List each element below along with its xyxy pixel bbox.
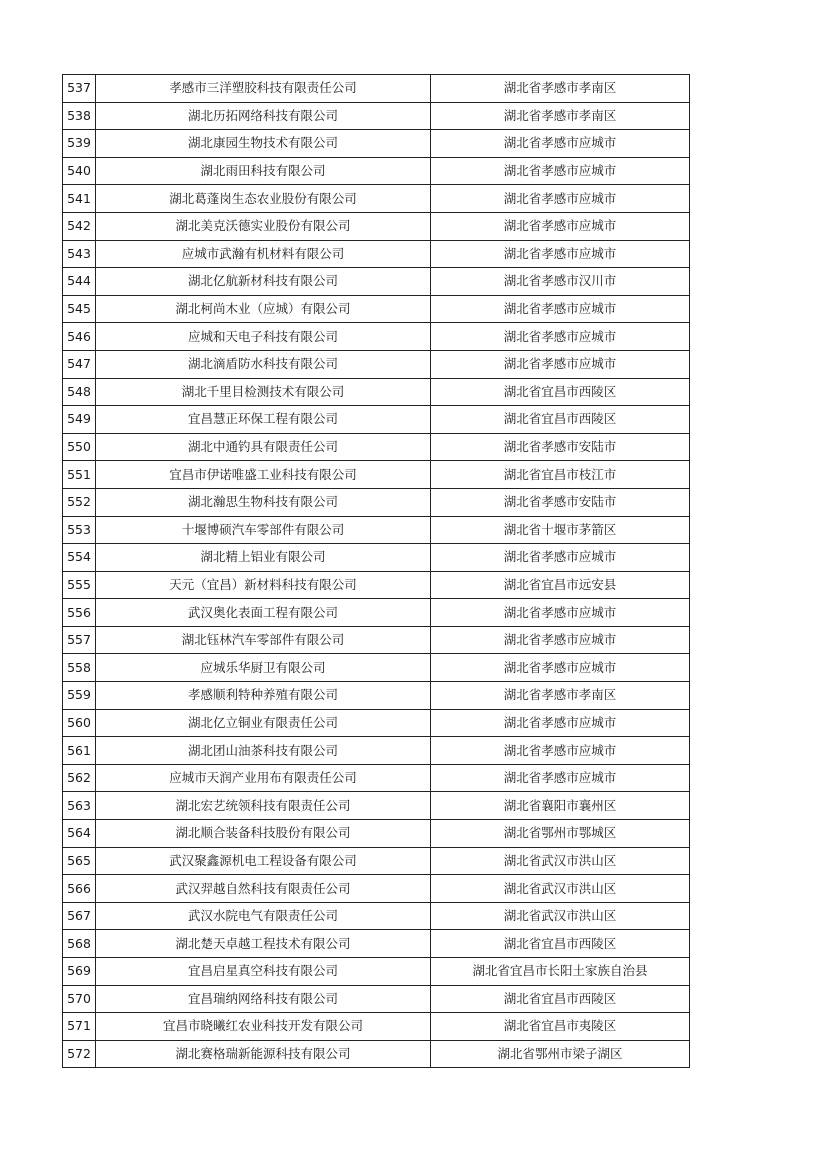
region-name: 湖北省十堰市茅箭区 [431,516,690,544]
company-name: 湖北亿航新材科技有限公司 [96,268,431,296]
row-number: 556 [63,599,96,627]
row-number: 539 [63,130,96,158]
row-number: 540 [63,157,96,185]
region-name: 湖北省孝感市应城市 [431,737,690,765]
company-name: 湖北柯尚木业（应城）有限公司 [96,295,431,323]
row-number: 538 [63,102,96,130]
region-name: 湖北省武汉市洪山区 [431,875,690,903]
company-name: 湖北康园生物技术有限公司 [96,130,431,158]
row-number: 542 [63,212,96,240]
table-row [63,75,690,103]
row-number: 545 [63,295,96,323]
row-number: 568 [63,930,96,958]
row-number: 544 [63,268,96,296]
region-name: 湖北省孝感市孝南区 [431,682,690,710]
company-name: 武汉羿越自然科技有限责任公司 [96,875,431,903]
company-name: 湖北雨田科技有限公司 [96,157,431,185]
table-row [63,985,690,1013]
table-row [63,406,690,434]
row-number: 537 [63,75,96,103]
table-row [63,902,690,930]
table-row [63,737,690,765]
company-name: 湖北瀚思生物科技有限公司 [96,488,431,516]
row-number: 543 [63,240,96,268]
company-name: 湖北钰林汽车零部件有限公司 [96,626,431,654]
row-number: 554 [63,544,96,572]
row-number: 564 [63,820,96,848]
row-number: 557 [63,626,96,654]
table-row [63,461,690,489]
region-name: 湖北省宜昌市西陵区 [431,930,690,958]
region-name: 湖北省孝感市应城市 [431,764,690,792]
row-number: 562 [63,764,96,792]
row-number: 560 [63,709,96,737]
company-name: 湖北精上铝业有限公司 [96,544,431,572]
company-name: 武汉水院电气有限责任公司 [96,902,431,930]
company-name: 宜昌市晓曦红农业科技开发有限公司 [96,1013,431,1041]
table-row [63,102,690,130]
company-name: 宜昌慧正环保工程有限公司 [96,406,431,434]
region-name: 湖北省孝感市应城市 [431,544,690,572]
region-name: 湖北省孝感市应城市 [431,295,690,323]
region-name: 湖北省宜昌市西陵区 [431,378,690,406]
region-name: 湖北省鄂州市鄂城区 [431,820,690,848]
row-number: 572 [63,1040,96,1068]
table-row [63,433,690,461]
table-row [63,599,690,627]
table-row [63,185,690,213]
region-name: 湖北省孝感市应城市 [431,212,690,240]
table-row [63,709,690,737]
row-number: 548 [63,378,96,406]
region-name: 湖北省孝感市应城市 [431,130,690,158]
table-row [63,240,690,268]
region-name: 湖北省宜昌市夷陵区 [431,1013,690,1041]
row-number: 550 [63,433,96,461]
company-name: 湖北楚天卓越工程技术有限公司 [96,930,431,958]
company-name: 应城和天电子科技有限公司 [96,323,431,351]
table-row [63,516,690,544]
region-name: 湖北省孝感市孝南区 [431,102,690,130]
region-name: 湖北省孝感市应城市 [431,709,690,737]
company-name: 湖北美克沃德实业股份有限公司 [96,212,431,240]
row-number: 565 [63,847,96,875]
region-name: 湖北省鄂州市梁子湖区 [431,1040,690,1068]
table-row [63,847,690,875]
table-row [63,295,690,323]
table-row [63,157,690,185]
table-row [63,764,690,792]
region-name: 湖北省孝感市应城市 [431,350,690,378]
table-row [63,682,690,710]
region-name: 湖北省孝感市应城市 [431,626,690,654]
region-name: 湖北省孝感市安陆市 [431,488,690,516]
table-row [63,544,690,572]
company-name: 湖北赛格瑞新能源科技有限公司 [96,1040,431,1068]
table-row [63,212,690,240]
table-row [63,930,690,958]
region-name: 湖北省宜昌市远安县 [431,571,690,599]
table-row [63,488,690,516]
region-name: 湖北省宜昌市长阳土家族自治县 [431,958,690,986]
row-number: 567 [63,902,96,930]
company-name: 宜昌启星真空科技有限公司 [96,958,431,986]
company-name: 应城市天润产业用布有限责任公司 [96,764,431,792]
region-name: 湖北省孝感市孝南区 [431,75,690,103]
row-number: 549 [63,406,96,434]
company-name: 十堰博硕汽车零部件有限公司 [96,516,431,544]
table-row [63,1013,690,1041]
row-number: 546 [63,323,96,351]
row-number: 571 [63,1013,96,1041]
row-number: 555 [63,571,96,599]
region-name: 湖北省宜昌市枝江市 [431,461,690,489]
company-name: 孝感顺利特种养殖有限公司 [96,682,431,710]
row-number: 547 [63,350,96,378]
table-row [63,571,690,599]
region-name: 湖北省宜昌市西陵区 [431,985,690,1013]
company-name: 湖北中通钓具有限责任公司 [96,433,431,461]
company-name: 孝感市三洋塑胶科技有限责任公司 [96,75,431,103]
table-row [63,820,690,848]
table-row [63,378,690,406]
row-number: 569 [63,958,96,986]
region-name: 湖北省孝感市汉川市 [431,268,690,296]
row-number: 552 [63,488,96,516]
table-row [63,875,690,903]
company-name: 湖北千里目检测技术有限公司 [96,378,431,406]
row-number: 551 [63,461,96,489]
row-number: 559 [63,682,96,710]
table-row [63,1040,690,1068]
table-row [63,130,690,158]
company-name: 湖北葛蓬岗生态农业股份有限公司 [96,185,431,213]
region-name: 湖北省宜昌市西陵区 [431,406,690,434]
company-name: 应城市武瀚有机材料有限公司 [96,240,431,268]
table-row [63,350,690,378]
company-name: 湖北顺合装备科技股份有限公司 [96,820,431,848]
row-number: 553 [63,516,96,544]
region-name: 湖北省孝感市安陆市 [431,433,690,461]
company-name: 湖北滴盾防水科技有限公司 [96,350,431,378]
region-name: 湖北省孝感市应城市 [431,185,690,213]
region-name: 湖北省孝感市应城市 [431,323,690,351]
table-row [63,654,690,682]
row-number: 561 [63,737,96,765]
company-name: 湖北历拓网络科技有限公司 [96,102,431,130]
region-name: 湖北省孝感市应城市 [431,157,690,185]
region-name: 湖北省武汉市洪山区 [431,847,690,875]
row-number: 563 [63,792,96,820]
company-name: 湖北团山油茶科技有限公司 [96,737,431,765]
company-name: 武汉聚鑫源机电工程设备有限公司 [96,847,431,875]
company-name: 天元（宜昌）新材料科技有限公司 [96,571,431,599]
company-name: 湖北亿立铜业有限责任公司 [96,709,431,737]
row-number: 570 [63,985,96,1013]
row-number: 566 [63,875,96,903]
company-name: 宜昌瑞纳网络科技有限公司 [96,985,431,1013]
region-name: 湖北省孝感市应城市 [431,240,690,268]
table-row [63,958,690,986]
company-name: 宜昌市伊诺唯盛工业科技有限公司 [96,461,431,489]
company-name: 应城乐华厨卫有限公司 [96,654,431,682]
region-name: 湖北省孝感市应城市 [431,599,690,627]
company-name: 武汉奥化表面工程有限公司 [96,599,431,627]
company-list-table [62,74,690,1068]
table-row [63,792,690,820]
row-number: 558 [63,654,96,682]
region-name: 湖北省武汉市洪山区 [431,902,690,930]
row-number: 541 [63,185,96,213]
company-name: 湖北宏艺统领科技有限责任公司 [96,792,431,820]
table-row [63,626,690,654]
region-name: 湖北省孝感市应城市 [431,654,690,682]
table-body [63,75,690,1068]
table-row [63,323,690,351]
table-row [63,268,690,296]
region-name: 湖北省襄阳市襄州区 [431,792,690,820]
